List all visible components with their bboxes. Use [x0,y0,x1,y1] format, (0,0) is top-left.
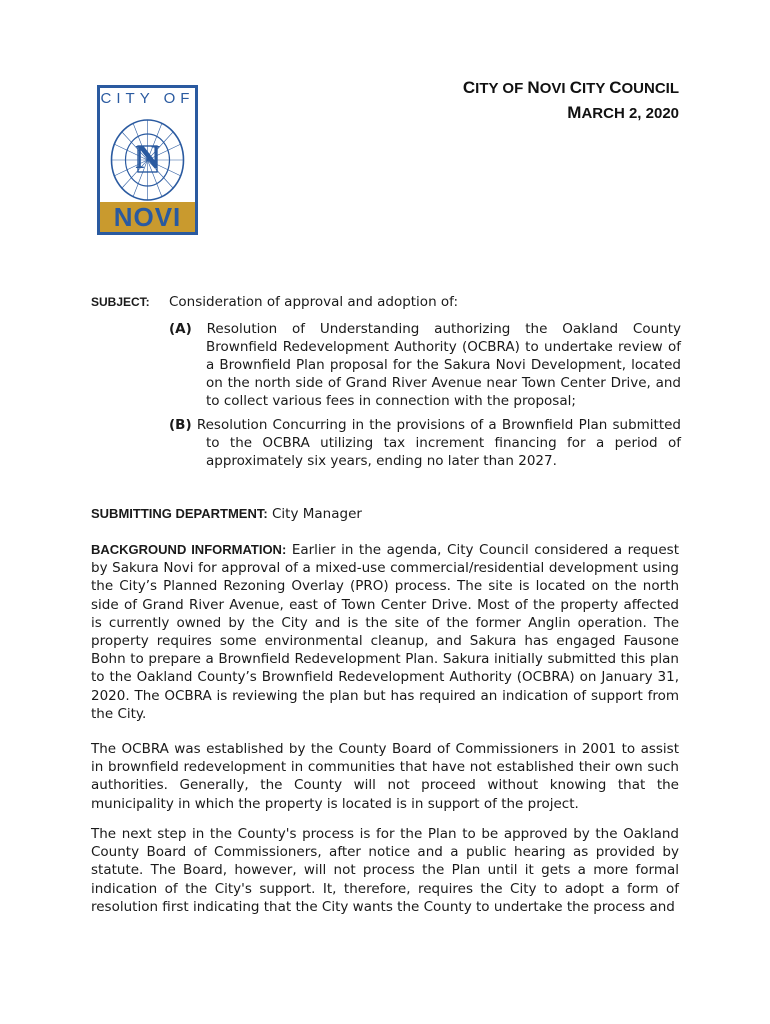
subject-intro: Consideration of approval and adoption of: [169,294,458,310]
logo-emblem-icon [102,108,193,208]
background-label: BACKGROUND INFORMATION: [91,542,287,557]
submitting-department [91,505,679,523]
header-novi-initial: N [527,78,540,97]
header-date-initial: M [567,103,582,122]
city-of-novi-logo [97,85,198,235]
background-paragraph-2: The OCBRA was established by the County Board of Commissioners in 2001 to assist in brownfield redevelopment in communities that have not established their own such authorities. Generally, the County will not proceed without knowing that the municipality in which the property is located is in support of the project. [91,741,679,812]
background-paragraph-1 [91,541,679,723]
header-city-rest: ITY OF [475,80,528,97]
header-city2-initial: C [569,78,582,97]
background-paragraph-3: The next step in the County's process is for the Plan to be approved by the Oakland County Board of Commissioners, after notice and a public hearing as provided by statute. The Board, however, will not process the Plan until it gets a more formal indication of the City's support. It, therefore, requires the City to adopt a form of resolution first indicating that the City wants the County to undertake the process and [91,826,679,915]
header-council-initial: C [609,78,622,97]
subject-label: SUBJECT: [91,295,150,309]
subject-item-a [169,320,681,410]
header-date-rest: ARCH 2, 2020 [581,105,679,122]
document-header [463,76,679,126]
header-city-initial: C [462,78,476,97]
subject-item-a-text: Resolution of Understanding authorizing the Oakland County Brownfield Redevelopment Authority (OCBRA) to undertake review of a Brownfield Plan proposal for the Sakura Novi Development, located on the north side of Grand River Avenue near Town Center Drive, and to collect various fees in connection with the proposal; [191,321,681,409]
subject-item-b-text: Resolution Concurring in the provisions of a Brownfield Plan submitted to the OCBRA utilizing tax increment financing for a period of approximately six years, ending no later than 2027. [191,417,681,469]
logo-top-text: CITY OF [100,90,195,107]
header-novi-rest: OVI [539,80,570,97]
logo-bottom-text: NOVI [100,202,195,232]
header-council-rest: OUNCIL [621,80,679,97]
department-value: City Manager [267,506,362,522]
department-label: SUBMITTING DEPARTMENT: [91,506,268,521]
logo-emblem-letter: N [135,139,160,176]
header-line-2 [463,101,679,126]
subject-item-b [169,416,681,470]
background-p1-text: Earlier in the agenda, City Council considered a request by Sakura Novi for approval of a mixed-use commercial/residential development using the City’s Planned Rezoning Overlay (PRO) process. The site is located on the north side of Grand River Avenue, east of Town Center Drive. Most of the property affected is currently owned by the City and is the site of the former Anglin operation. The property requires some environmental cleanup, and Sakura has engaged Fausone Bohn to prepare a Brownfield Redevelopment Plan. Sakura initially submitted this plan to the Oakland County’s Brownfield Redevelopment Authority (OCBRA) on January 31, 2020. The OCBRA is reviewing the plan but has required an indication of support from the City. [91,542,679,722]
subject-item-a-tag: (A) [169,321,192,337]
header-city2-rest: ITY [581,80,610,97]
subject-item-b-tag: (B) [169,417,192,433]
header-line-1 [463,76,679,101]
